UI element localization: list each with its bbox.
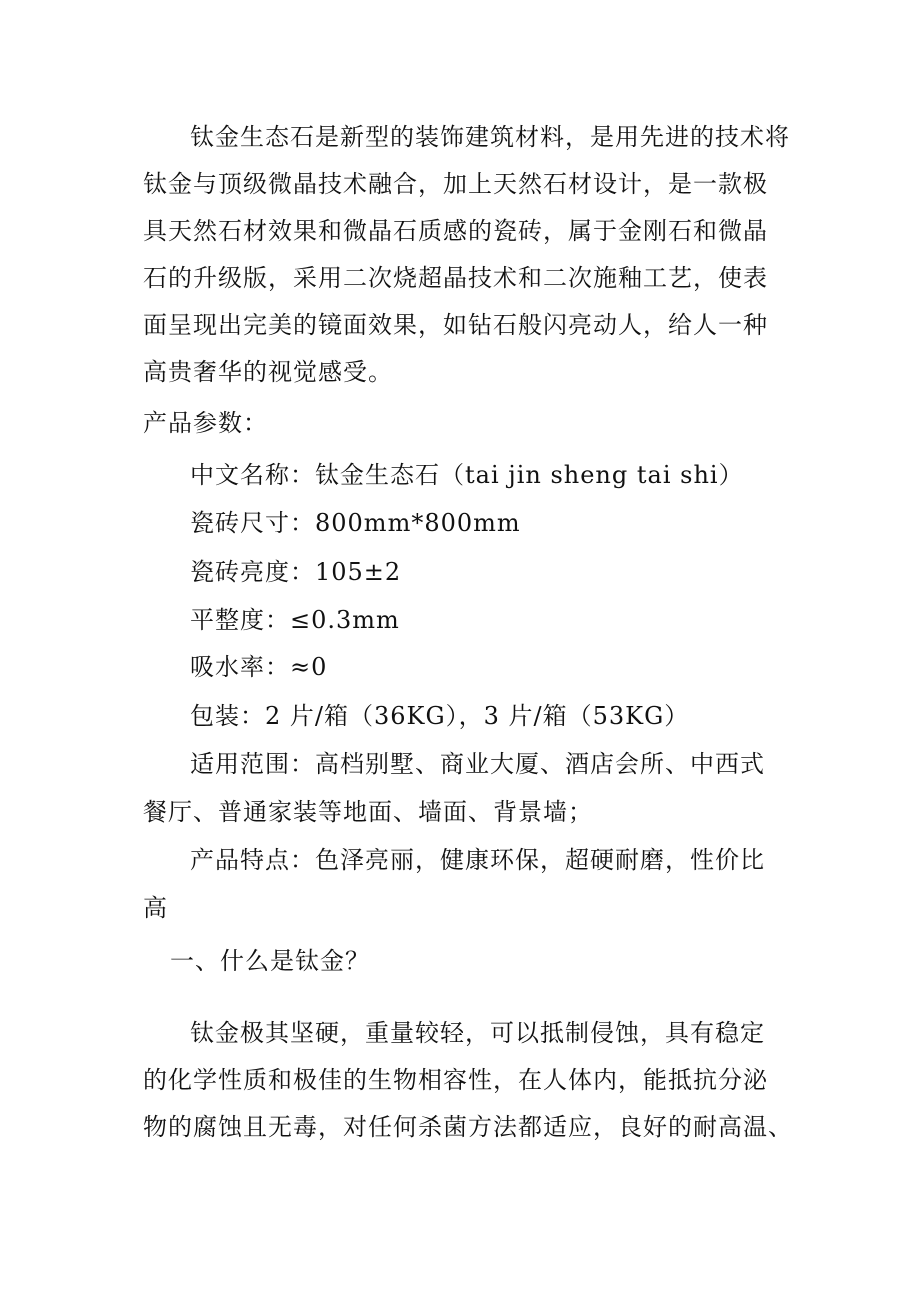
section-line-1: 钛金极其坚硬，重量较轻，可以抵制侵蚀，具有稳定: [190, 1019, 765, 1047]
param-brightness: 瓷砖亮度：105±2: [190, 558, 402, 586]
param-features-line2: 高: [143, 894, 168, 922]
intro-line-3: 具天然石材效果和微晶石质感的瓷砖，属于金刚石和微晶: [143, 217, 768, 245]
param-packing: 包装：2 片/箱（36KG），3 片/箱（53KG）: [190, 702, 690, 730]
section-heading: 一、什么是钛金？: [170, 947, 370, 975]
params-title: 产品参数：: [143, 409, 268, 437]
intro-line-6: 高贵奢华的视觉感受。: [143, 358, 393, 386]
intro-line-4: 石的升级版，采用二次烧超晶技术和二次施釉工艺，使表: [143, 264, 768, 292]
param-name: 中文名称：钛金生态石（tai jin sheng tai shi）: [190, 461, 744, 489]
param-flatness: 平整度：≤0.3mm: [190, 606, 400, 634]
param-scope-line2: 餐厅、普通家装等地面、墙面、背景墙；: [143, 798, 593, 826]
param-features-line1: 产品特点：色泽亮丽，健康环保，超硬耐磨，性价比: [190, 846, 765, 874]
param-size: 瓷砖尺寸：800mm*800mm: [190, 509, 521, 537]
param-scope-line1: 适用范围：高档别墅、商业大厦、酒店会所、中西式: [190, 750, 765, 778]
intro-line-5: 面呈现出完美的镜面效果，如钻石般闪亮动人，给人一种: [143, 311, 768, 339]
section-line-2: 的化学性质和极佳的生物相容性，在人体内，能抵抗分泌: [143, 1066, 768, 1094]
intro-line-1: 钛金生态石是新型的装饰建筑材料，是用先进的技术将: [190, 123, 790, 151]
param-absorption: 吸水率：≈0: [190, 653, 328, 681]
section-line-3: 物的腐蚀且无毒，对任何杀菌方法都适应，良好的耐高温、: [143, 1113, 793, 1141]
intro-line-2: 钛金与顶级微晶技术融合，加上天然石材设计，是一款极: [143, 170, 768, 198]
